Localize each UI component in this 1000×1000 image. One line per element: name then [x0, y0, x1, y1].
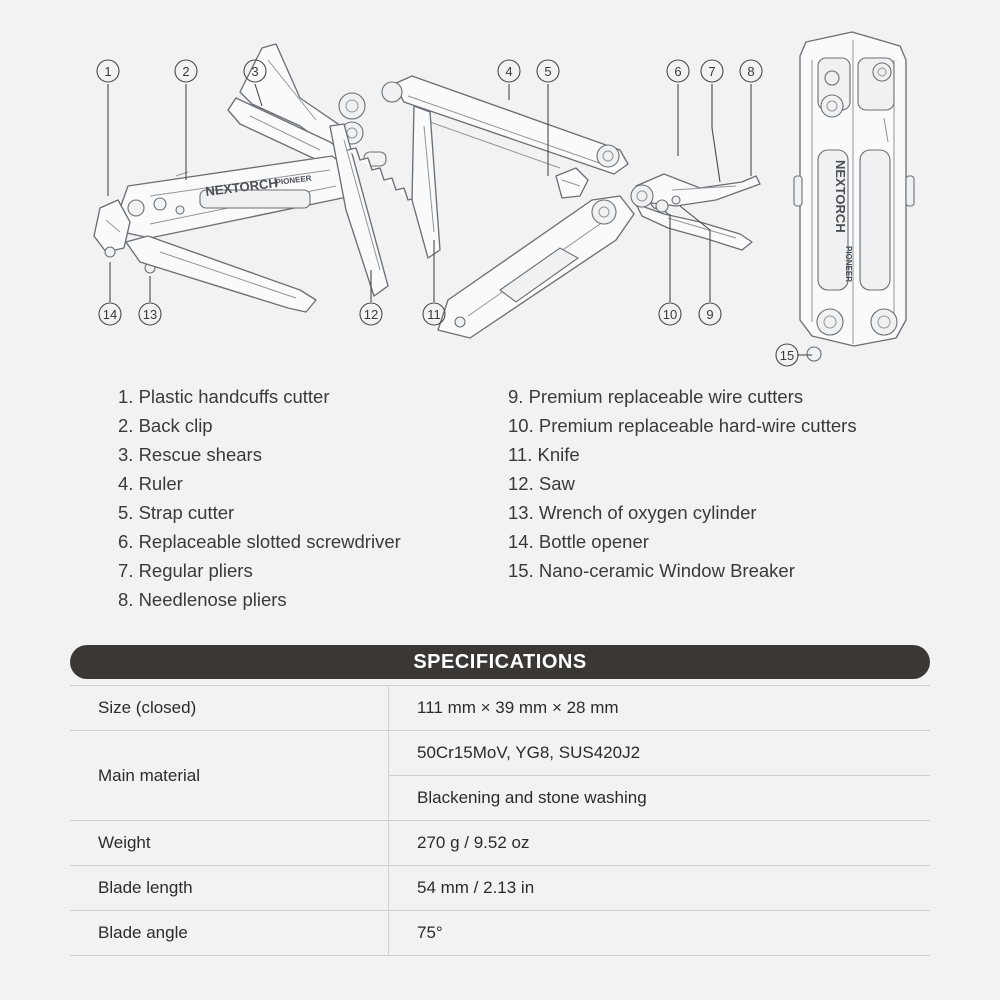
- feature-item: 8. Needlenose pliers: [118, 589, 287, 610]
- feature-item: 4. Ruler: [118, 473, 183, 494]
- feature-item: 11. Knife: [508, 444, 580, 465]
- callout-number: 11: [427, 307, 441, 322]
- table-row: [70, 686, 930, 731]
- specifications-table: [70, 685, 930, 956]
- spec-value: 111 mm × 39 mm × 28 mm: [389, 686, 931, 731]
- callout-number: 14: [102, 307, 118, 322]
- callout-number: 4: [505, 64, 513, 79]
- multitool-open-illustration: [94, 44, 760, 338]
- feature-item: 1. Plastic handcuffs cutter: [118, 386, 330, 407]
- spec-label: Blade length: [70, 866, 389, 911]
- svg-text:NEXTORCH: NEXTORCH: [204, 175, 279, 199]
- callout-number: 8: [747, 64, 755, 79]
- feature-item: 6. Replaceable slotted screwdriver: [118, 531, 401, 552]
- spec-value: Blackening and stone washing: [389, 776, 931, 821]
- callout-number: 6: [674, 64, 682, 79]
- table-row: [70, 731, 930, 776]
- callout-number: 1: [104, 64, 112, 79]
- spec-label: Main material: [70, 731, 389, 821]
- callout-number: 5: [544, 64, 552, 79]
- table-row: [70, 821, 930, 866]
- callout-number: 2: [182, 64, 190, 79]
- feature-item: 2. Back clip: [118, 415, 213, 436]
- feature-item: 14. Bottle opener: [508, 531, 649, 552]
- feature-item: 3. Rescue shears: [118, 444, 262, 465]
- feature-item: 9. Premium replaceable wire cutters: [508, 386, 804, 407]
- feature-item: 12. Saw: [508, 473, 575, 494]
- specifications-section: [70, 645, 930, 956]
- feature-item: 13. Wrench of oxygen cylinder: [508, 502, 757, 523]
- table-row: [70, 866, 930, 911]
- feature-item: 15. Nano-ceramic Window Breaker: [508, 560, 795, 581]
- feature-item: 5. Strap cutter: [118, 502, 235, 523]
- feature-item: 7. Regular pliers: [118, 560, 253, 581]
- callout-number: 9: [706, 307, 714, 322]
- spec-label: Size (closed): [70, 686, 389, 731]
- spec-label: Weight: [70, 821, 389, 866]
- callout-number: 10: [662, 307, 678, 322]
- callout-number: 12: [363, 307, 379, 322]
- callout-number: 3: [251, 64, 259, 79]
- svg-text:PIONEER: PIONEER: [844, 246, 853, 283]
- callout-number: 13: [142, 307, 158, 322]
- feature-column-right: [500, 382, 1000, 614]
- feature-list: [0, 382, 1000, 614]
- spec-value: 50Cr15MoV, YG8, SUS420J2: [389, 731, 931, 776]
- spec-value: 270 g / 9.52 oz: [389, 821, 931, 866]
- specifications-title: SPECIFICATIONS: [70, 645, 930, 679]
- feature-item: 10. Premium replaceable hard-wire cutters: [508, 415, 857, 436]
- callout-number: 15: [779, 348, 795, 363]
- svg-text:PIONEER: PIONEER: [275, 173, 312, 187]
- spec-label: Blade angle: [70, 911, 389, 956]
- spec-value: 54 mm / 2.13 in: [389, 866, 931, 911]
- multitool-closed-illustration: [794, 32, 914, 361]
- svg-text:NEXTORCH: NEXTORCH: [833, 160, 848, 233]
- spec-value: 75°: [389, 911, 931, 956]
- feature-column-left: [0, 382, 500, 614]
- table-row: [70, 911, 930, 956]
- diagram-svg: [0, 0, 1000, 380]
- product-diagram: [0, 0, 1000, 380]
- callout-number: 7: [708, 64, 716, 79]
